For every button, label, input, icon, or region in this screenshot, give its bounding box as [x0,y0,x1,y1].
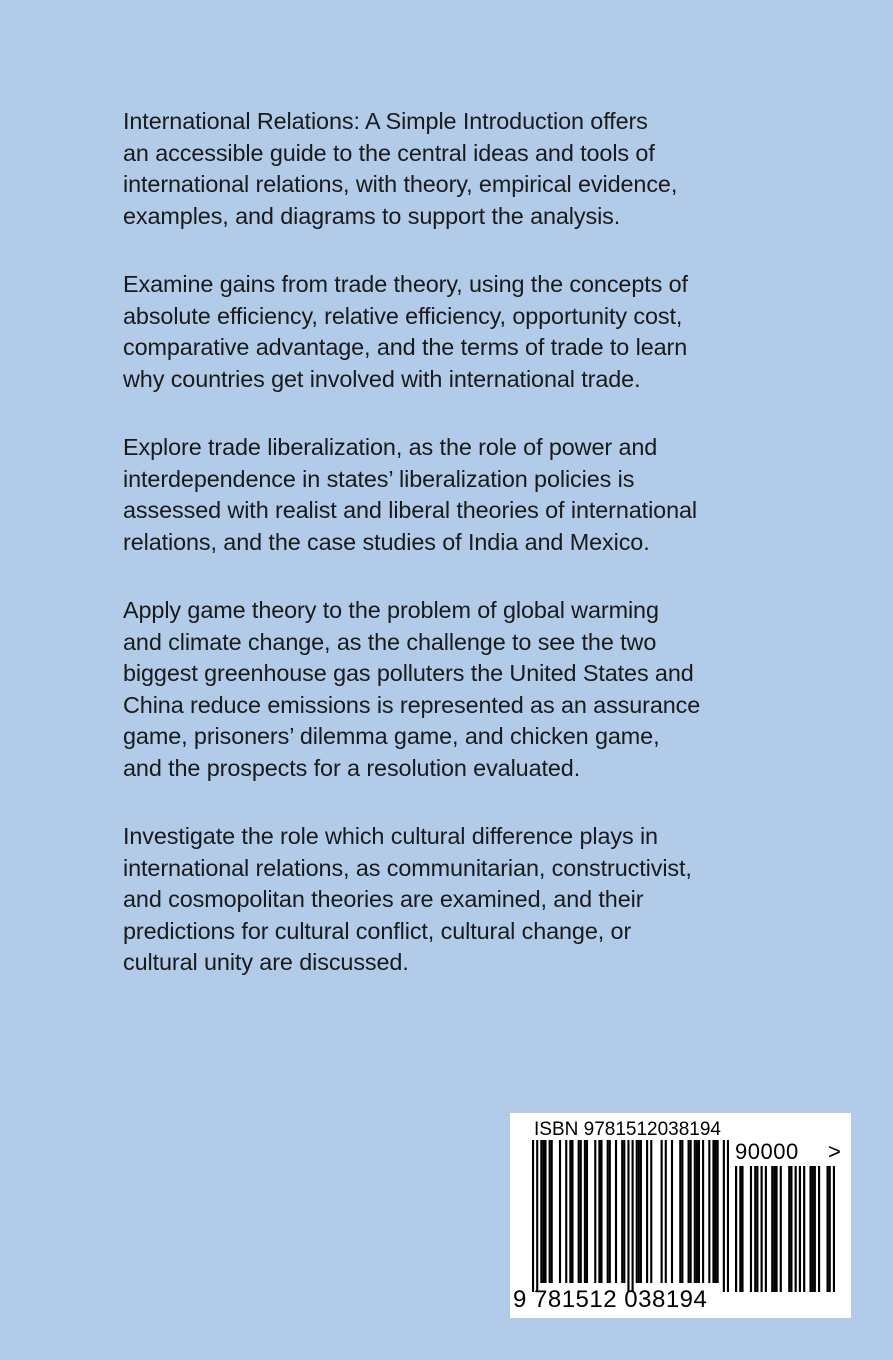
blurb-line: biggest greenhouse gas polluters the United States and [123,660,694,686]
barcode-bar [795,1166,797,1292]
barcode-bar [681,1140,683,1283]
barcode-bar [750,1166,752,1292]
isbn-digits: 9 781512 038194 [513,1286,708,1313]
barcode-bar [765,1166,767,1292]
barcode-bar [788,1166,790,1292]
barcode-bar [580,1140,582,1283]
back-cover-blurb [123,106,823,1016]
blurb-line: International Relations: A Simple Introduction offers [123,108,648,134]
barcode-bar [809,1166,811,1292]
barcode-bar [826,1166,828,1292]
barcode-bar [636,1140,638,1283]
barcode-bar [812,1166,814,1292]
barcode-bar [735,1166,737,1292]
barcode-bar [790,1166,792,1292]
barcode-bar [717,1140,719,1283]
barcode-bar [708,1140,710,1283]
barcode-bar [833,1166,835,1292]
barcode-bar [569,1140,571,1283]
barcode-bar [549,1140,551,1283]
barcode-bar [621,1140,623,1283]
barcode-bar [600,1140,602,1283]
barcode-bar [771,1166,773,1292]
barcode-bar [559,1140,561,1283]
ean13-barcode [532,1140,729,1292]
blurb-line: and cosmopolitan theories are examined, and their [123,886,644,912]
blurb-line: Apply game theory to the problem of global warming [123,597,659,623]
barcode-bar [698,1140,700,1283]
blurb-line: examples, and diagrams to support the analysis. [123,202,621,229]
blurb-line: and climate change, as the challenge to see the two [123,628,657,655]
blurb-line: comparative advantage, and the terms of trade to learn [123,334,688,360]
price-code: 90000 [735,1139,799,1164]
barcode-bar [540,1140,542,1283]
barcode-bar [627,1140,629,1292]
barcode-bar [632,1140,634,1292]
blurb-line: why countries get involved with international trade. [123,365,641,392]
barcode-bar [571,1140,573,1283]
barcode-bar [607,1140,609,1283]
blurb-paragraph-4 [123,595,823,784]
barcode-bar [694,1140,696,1283]
ean5-addon-barcode [735,1166,835,1292]
barcode-bar [727,1140,729,1292]
blurb-line: cultural unity are discussed. [123,949,409,975]
barcode-bar [623,1140,625,1283]
blurb-line: absolute efficiency, relative efficiency, opportunity cost, [123,302,683,329]
barcode-bar [565,1140,567,1283]
barcode-bar [646,1140,648,1283]
blurb-line: game, prisoners’ dilemma game, and chicken game, [123,723,660,749]
barcode-bar [690,1140,692,1283]
barcode-bar [638,1140,640,1283]
barcode-bar [829,1166,831,1292]
barcode-bar [578,1140,580,1283]
barcode-bar [661,1140,663,1283]
blurb-line: Investigate the role which cultural difference plays in [123,823,658,849]
barcode-bar [542,1140,544,1283]
blurb-paragraph-2 [123,269,823,395]
barcode-bar [594,1140,596,1283]
barcode-bar [754,1166,756,1292]
blurb-line: Examine gains from trade theory, using the concepts of [123,271,688,297]
barcode-bar [640,1140,642,1283]
isbn-barcode-box [510,1113,851,1318]
barcode-bar [586,1140,588,1283]
barcode-bar [775,1166,777,1292]
barcode-bar [584,1140,586,1283]
blurb-line: assessed with realist and liberal theories of international [123,497,697,523]
barcode-bar [803,1166,805,1292]
barcode-bar [773,1166,775,1292]
barcode-bar [756,1166,758,1292]
barcode-bar [650,1140,652,1283]
blurb-line: interdependence in states’ liberalization policies is [123,465,635,492]
barcode-bar [739,1166,741,1292]
barcode-bar [712,1140,714,1283]
isbn-label: ISBN 9781512038194 [534,1119,721,1140]
blurb-line: Explore trade liberalization, as the role of power and [123,434,658,460]
barcode-bar [696,1140,698,1283]
blurb-line: relations, and the case studies of India and Mexico. [123,528,650,555]
barcode-bar [702,1140,704,1283]
barcode-bar [532,1140,534,1292]
blurb-paragraph-1 [123,106,823,232]
blurb-line: China reduce emissions is represented as an assurance [123,691,701,718]
barcode-bar [665,1140,667,1283]
barcode-bar [818,1166,820,1292]
blurb-line: an accessible guide to the central ideas and tools of [123,139,655,166]
barcode-bar [551,1140,553,1283]
barcode-bar [536,1140,538,1292]
barcode-bar [799,1166,801,1292]
barcode-bar [688,1140,690,1283]
blurb-paragraph-3 [123,432,823,558]
barcode-bar [598,1140,600,1283]
blurb-line: predictions for cultural conflict, cultural change, or [123,917,632,944]
barcode-bar [814,1166,816,1292]
barcode-bar [780,1166,782,1292]
barcode-bar [609,1140,611,1283]
barcode-bar [679,1140,681,1283]
barcode-bar [615,1140,617,1283]
barcode-bar [671,1140,673,1283]
blurb-paragraph-5 [123,821,823,979]
barcode-bar [761,1166,763,1292]
blurb-line: international relations, with theory, empirical evidence, [123,171,678,197]
barcode-bar [544,1140,546,1283]
barcode-bar [714,1140,716,1283]
barcode-bar [723,1140,725,1292]
blurb-line: and the prospects for a resolution evaluated. [123,754,581,781]
blurb-line: international relations, as communitarian, constructivist, [123,854,692,881]
barcode-bar [741,1166,743,1292]
quiet-zone-mark: > [828,1139,841,1164]
